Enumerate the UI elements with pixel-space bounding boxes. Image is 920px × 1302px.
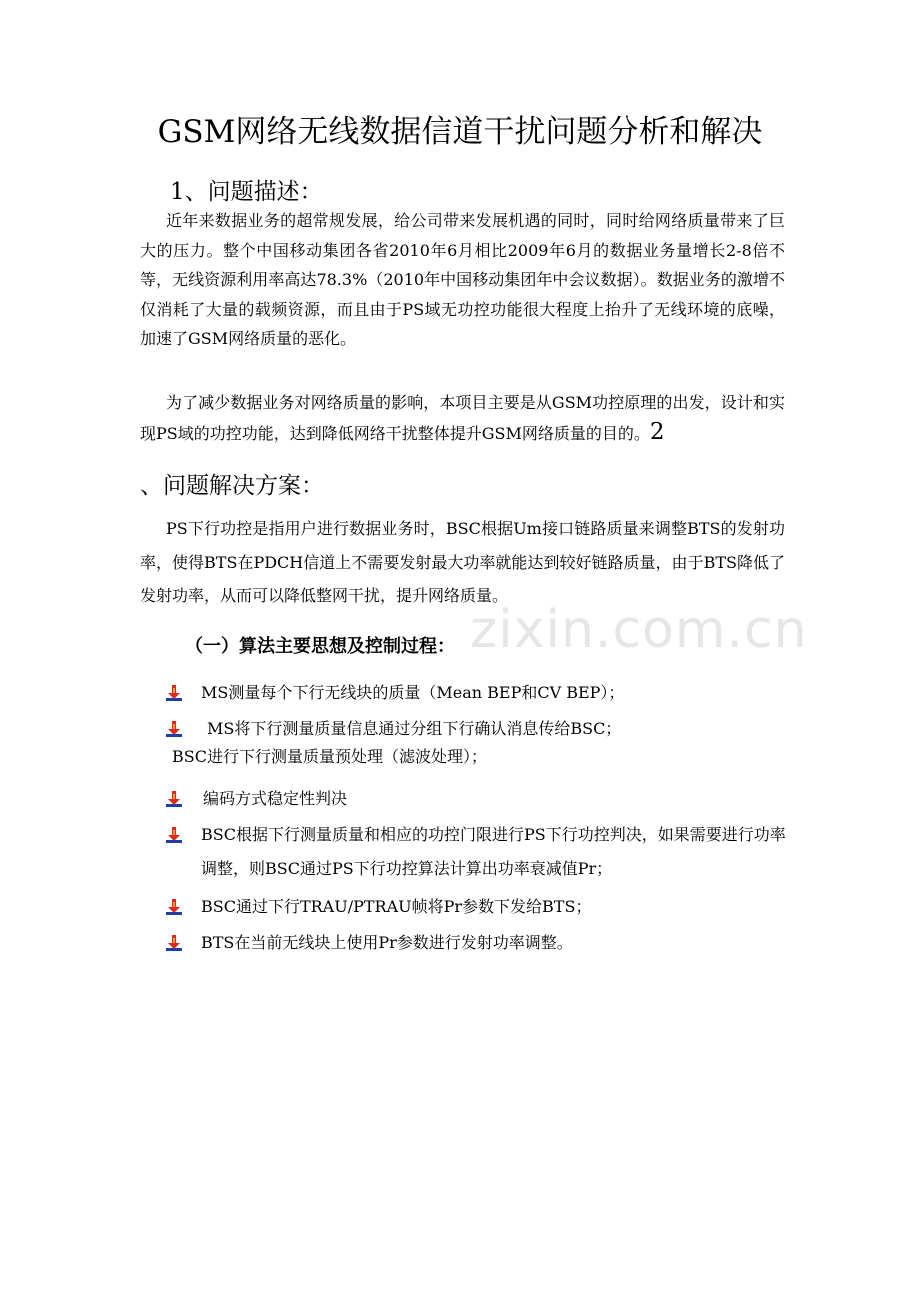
bullet-text: MS测量每个下行无线块的质量（Mean BEP和CV BEP）； [201,683,625,702]
section2-paragraph: PS下行功控是指用户进行数据业务时，BSC根据Um接口链路质量来调整BTS的发射功率，使得BTS在PDCH信道上不需要发射最大功率就能达到较好链路质量，由于BTS降低了发射功率，从而可以降低整网干扰，提升网络质量。 [140,519,785,605]
arrow-bullet-icon [165,720,183,738]
preprocess-line: BSC进行下行测量质量预处理（滤波处理）； [172,747,487,766]
section1-paragraph2 [140,388,785,448]
section1-heading: 1、问题描述： [170,179,323,205]
arrow-bullet-icon [165,684,183,702]
bullet-text: 编码方式稳定性判决 [203,789,348,808]
document-title: GSM网络无线数据信道干扰问题分析和解决 [157,114,763,150]
watermark: zixin.com.cn [470,600,808,660]
arrow-bullet-icon [165,934,183,952]
bullet-item [165,818,790,886]
algorithm-subheading: （一）算法主要思想及控制过程： [185,636,455,657]
bullet-text: BSC根据下行测量质量和相应的功控门限进行PS下行功控判决，如果需要进行功率调整，则BSC通过PS下行功控算法计算出功率衰减值Pr； [201,825,786,878]
bullet-item [165,890,790,924]
arrow-bullet-icon [165,790,183,808]
bullet-item [165,926,790,960]
bullet-text: BTS在当前无线块上使用Pr参数进行发射功率调整。 [201,933,573,952]
bullet-item [165,676,790,710]
section2-number: 2 [649,418,665,445]
bullet-text: BSC通过下行TRAU/PTRAU帧将Pr参数下发给BTS； [201,897,592,916]
section2-heading: 、问题解决方案： [140,473,324,499]
bullet-text: MS将下行测量质量信息通过分组下行确认消息传给BSC； [207,719,622,738]
arrow-bullet-icon [165,898,183,916]
bullet-item [165,782,790,816]
section1-paragraph1: 近年来数据业务的超常规发展，给公司带来发展机遇的同时，同时给网络质量带来了巨大的压力。整个中国移动集团各省2010年6月相比2009年6月的数据业务量增长2-8倍不等，无线资源利用率高达78.3%（2010年中国移动集团年中会议数据）。数据业务的激增不仅消耗了大量的载频资源，而且由于PS域无功控功能很大程度上抬升了无线环境的底噪，加速了GSM网络质量的恶化。 [140,211,785,348]
arrow-bullet-icon [165,826,183,844]
section1-paragraph2-text: 为了减少数据业务对网络质量的影响，本项目主要是从GSM功控原理的出发，设计和实现PS域的功控功能，达到降低网络干扰整体提升GSM网络质量的目的。 [140,393,785,443]
